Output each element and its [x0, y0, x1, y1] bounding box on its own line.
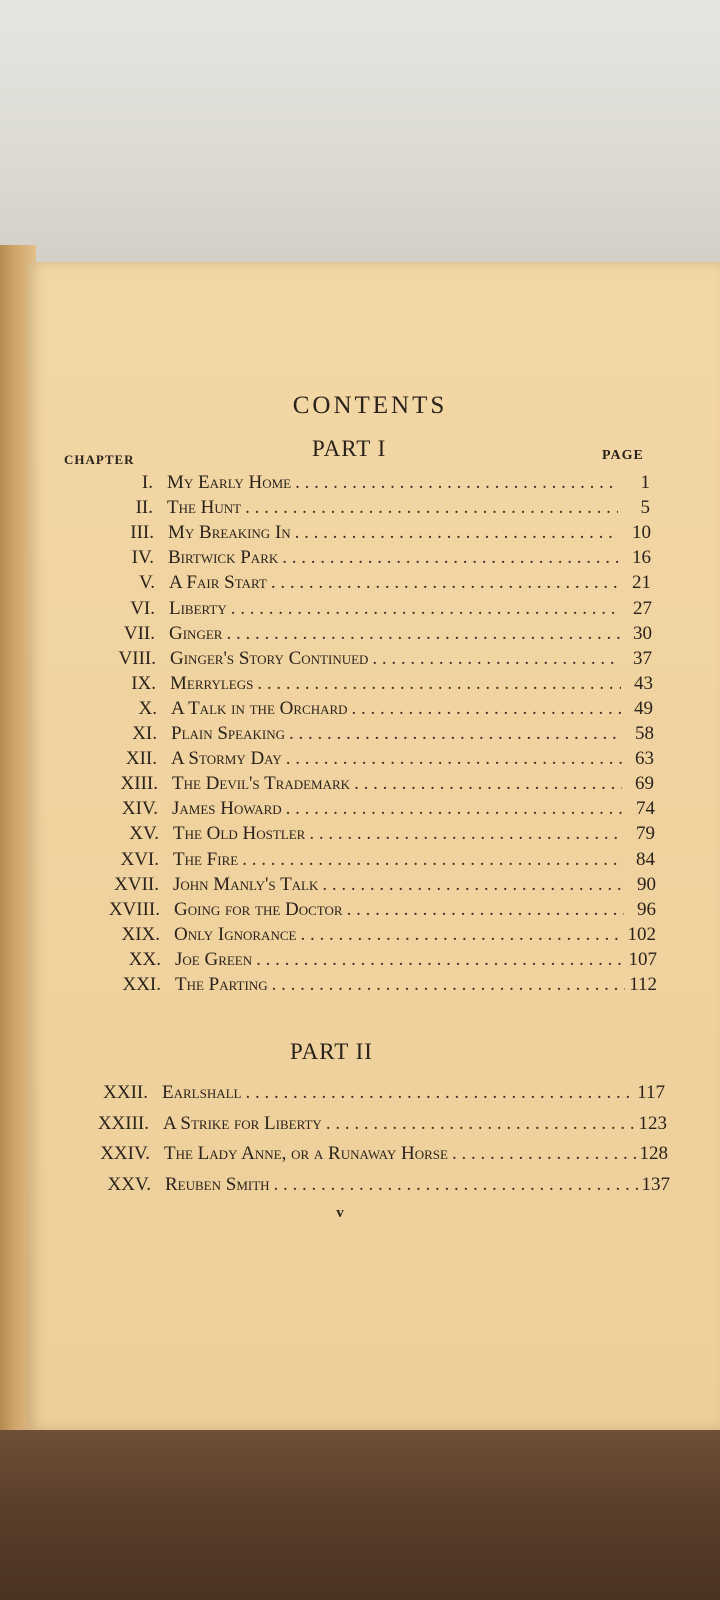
chapter-page-number: 128: [639, 1143, 668, 1164]
chapter-page-number: 58: [635, 723, 654, 744]
chapter-number: XIX.: [121, 924, 160, 945]
chapter-page-number: 137: [641, 1174, 670, 1195]
dot-leader: [295, 522, 619, 544]
chapter-page-number: 30: [633, 623, 652, 644]
chapter-number: XVII.: [114, 874, 159, 895]
chapter-page-number: 102: [627, 924, 656, 945]
toc-entry: [52, 974, 657, 1000]
toc-entry: [59, 547, 651, 573]
chapter-number: XII.: [125, 748, 157, 769]
chapter-title: John Manly's Talk: [173, 874, 319, 895]
chapter-number: III.: [130, 522, 154, 543]
chapter-number: XVI.: [120, 849, 159, 870]
chapter-number: IV.: [131, 547, 154, 568]
chapter-page-number: 1: [640, 472, 650, 493]
chapter-title: The Devil's Trademark: [172, 773, 351, 794]
chapter-title: A Stormy Day: [171, 748, 282, 769]
chapter-title: Earlshall: [162, 1082, 242, 1103]
contents-heading: CONTENTS: [292, 392, 448, 419]
page-number: v: [336, 1205, 344, 1221]
chapter-number: IX.: [131, 673, 156, 694]
toc-entry: [53, 899, 656, 925]
chapter-title: Plain Speaking: [171, 723, 285, 744]
chapter-title: Birtwick Park: [168, 547, 279, 568]
dot-leader: [231, 598, 620, 620]
toc-entry: [45, 1174, 670, 1200]
chapter-number: X.: [138, 698, 157, 719]
dot-leader: [286, 798, 623, 820]
dot-leader: [274, 1174, 638, 1196]
page-column-label: PAGE: [602, 448, 644, 463]
chapter-number: XI.: [132, 723, 157, 744]
chapter-page-number: 117: [637, 1082, 665, 1103]
chapter-title: The Hunt: [167, 497, 242, 518]
toc-entry: [54, 849, 655, 875]
toc-entry: [53, 924, 656, 950]
chapter-number: XXI.: [122, 974, 161, 995]
dot-leader: [309, 823, 623, 845]
chapter-title: Going for the Doctor: [174, 899, 343, 920]
dot-leader: [271, 572, 619, 594]
chapter-title: Ginger: [169, 623, 223, 644]
chapter-page-number: 107: [628, 949, 657, 970]
chapter-title: The Old Hostler: [173, 823, 306, 844]
toc-entry: [60, 472, 650, 498]
chapter-number: VIII.: [118, 648, 156, 669]
toc-entry: [48, 1082, 665, 1108]
dot-leader: [226, 623, 620, 645]
chapter-page-number: 96: [637, 899, 656, 920]
toc-entry: [58, 623, 652, 649]
toc-entry: [56, 723, 654, 749]
dot-leader: [242, 849, 623, 871]
chapter-number: I.: [141, 472, 153, 493]
chapter-title: Merrylegs: [170, 673, 254, 694]
chapter-page-number: 112: [629, 974, 657, 995]
toc-entry: [57, 648, 652, 674]
toc-entry: [47, 1113, 667, 1139]
chapter-title: Ginger's Story Continued: [170, 648, 369, 669]
chapter-title: My Early Home: [167, 472, 292, 493]
chapter-page-number: 63: [635, 748, 654, 769]
chapter-title: A Talk in the Orchard: [171, 698, 348, 719]
chapter-page-number: 84: [636, 849, 655, 870]
part-heading: PART I: [312, 436, 387, 461]
chapter-title: The Fire: [173, 849, 239, 870]
toc-entry: [55, 773, 654, 799]
toc-entry: [58, 572, 651, 598]
dot-leader: [347, 899, 624, 921]
chapter-number: XXIII.: [97, 1113, 149, 1134]
chapter-title: The Parting: [175, 974, 268, 995]
chapter-page-number: 43: [634, 673, 653, 694]
chapter-number: XX.: [128, 949, 161, 970]
chapter-page-number: 79: [636, 823, 655, 844]
chapter-column-label: CHAPTER: [64, 452, 135, 467]
part-heading: PART II: [290, 1039, 373, 1064]
chapter-number: XXIV.: [100, 1143, 150, 1164]
chapter-title: Liberty: [169, 598, 227, 619]
toc-entry: [46, 1143, 668, 1169]
chapter-number: XXII.: [103, 1082, 148, 1103]
dot-leader: [300, 924, 623, 946]
toc-entry: [54, 823, 655, 849]
chapter-title: Reuben Smith: [165, 1174, 270, 1195]
chapter-title: A Strike for Liberty: [163, 1113, 322, 1134]
toc-entry: [54, 874, 656, 900]
dot-leader: [322, 874, 624, 896]
chapter-page-number: 37: [633, 648, 652, 669]
toc-entry: [57, 673, 653, 699]
dot-leader: [295, 472, 618, 494]
background-wall: [0, 0, 720, 270]
dot-leader: [256, 949, 624, 971]
chapter-page-number: 74: [636, 798, 655, 819]
toc-entry: [52, 949, 657, 975]
chapter-number: XXV.: [107, 1174, 151, 1195]
chapter-number: VII.: [123, 623, 155, 644]
chapter-page-number: 90: [637, 874, 656, 895]
chapter-page-number: 10: [632, 522, 651, 543]
toc-entry: [59, 522, 651, 548]
chapter-page-number: 16: [632, 547, 651, 568]
dot-leader: [372, 648, 620, 670]
toc-entry: [56, 698, 653, 724]
chapter-number: XV.: [129, 823, 159, 844]
chapter-page-number: 69: [635, 773, 654, 794]
dot-leader: [354, 773, 622, 795]
chapter-title: My Breaking In: [168, 522, 291, 543]
chapter-title: A Fair Start: [169, 572, 267, 593]
toc-entry: [55, 798, 655, 824]
dot-leader: [352, 698, 621, 720]
wooden-table: [0, 1430, 720, 1600]
toc-entry: [58, 598, 652, 624]
toc-entry: [56, 748, 654, 774]
dot-leader: [326, 1113, 635, 1135]
chapter-page-number: 49: [634, 698, 653, 719]
chapter-page-number: 5: [640, 497, 650, 518]
chapter-title: The Lady Anne, or a Runaway Horse: [164, 1143, 448, 1164]
chapter-number: VI.: [130, 598, 155, 619]
chapter-number: XIV.: [121, 798, 158, 819]
dot-leader: [282, 547, 619, 569]
dot-leader: [452, 1143, 636, 1165]
dot-leader: [286, 748, 622, 770]
dot-leader: [245, 497, 618, 519]
chapter-title: Only Ignorance: [174, 924, 297, 945]
chapter-page-number: 21: [632, 572, 651, 593]
dot-leader: [246, 1082, 634, 1104]
chapter-page-number: 27: [633, 598, 652, 619]
chapter-title: James Howard: [172, 798, 282, 819]
dot-leader: [289, 723, 622, 745]
chapter-number: V.: [138, 572, 155, 593]
chapter-number: XVIII.: [108, 899, 160, 920]
dot-leader: [272, 974, 625, 996]
dot-leader: [257, 673, 621, 695]
chapter-page-number: 123: [638, 1113, 667, 1134]
toc-entry: [60, 497, 650, 523]
chapter-title: Joe Green: [175, 949, 253, 970]
chapter-number: XIII.: [120, 773, 158, 794]
chapter-number: II.: [135, 497, 153, 518]
